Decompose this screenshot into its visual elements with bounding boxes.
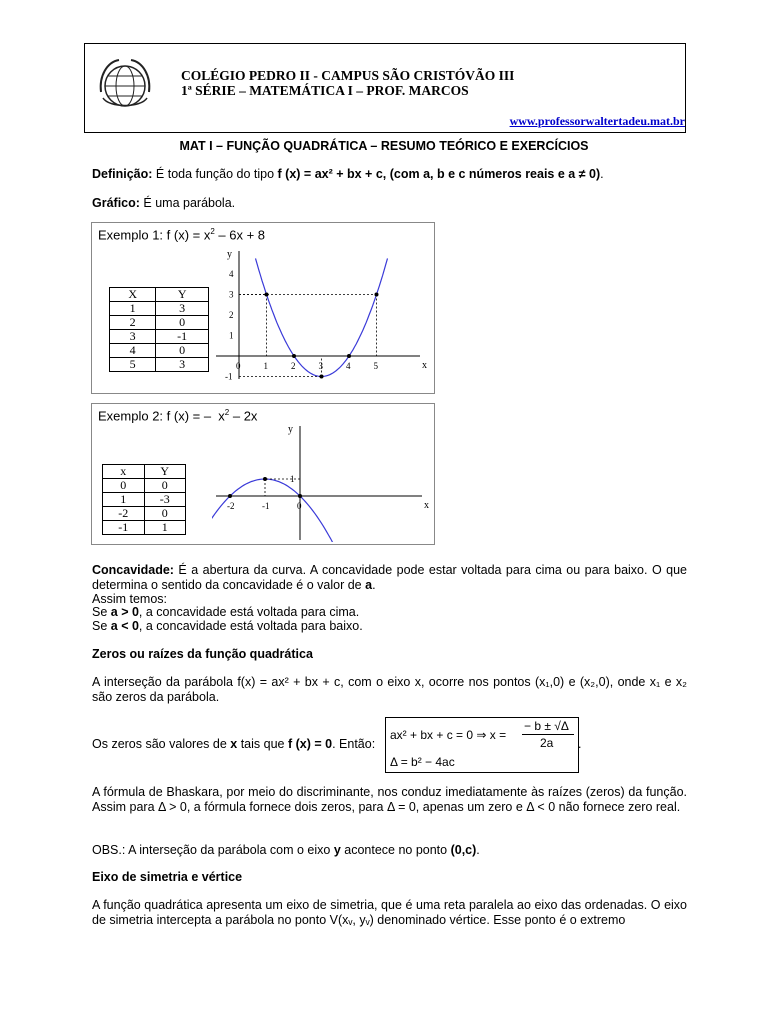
x-tick-label: 2: [291, 361, 296, 371]
x-tick-label: -1: [262, 501, 270, 511]
table-header: Y: [144, 465, 186, 479]
bhaskara-formula-box: [385, 717, 582, 773]
p2-f: f (x) = 0: [287, 737, 333, 751]
table-cell: 3: [156, 302, 209, 316]
y-tick-label: -1: [225, 371, 233, 382]
se2-cond: a < 0: [110, 619, 139, 633]
definicao-paragraph: [92, 167, 687, 182]
data-point: [347, 354, 351, 358]
se1-cond: a > 0: [110, 605, 139, 619]
y-tick-label: 4: [229, 269, 234, 279]
fraction-bar: [522, 734, 574, 735]
zeros-p3: A fórmula de Bhaskara, por meio do discriminante, nos conduz imediatamente às raízes (zeros) da função. Assim para Δ > 0, a fórmula fornece dois zeros, para Δ = 0, apenas um zero e Δ < 0 não fornece zero real.: [92, 785, 687, 814]
table-cell: -3: [144, 493, 186, 507]
table-cell: 4: [110, 344, 156, 358]
y-tick-label: 2: [229, 310, 234, 320]
exemplo1-figure: [91, 222, 435, 394]
website-link[interactable]: www.professorwaltertadeu.mat.br: [509, 114, 685, 128]
se2-pre: Se: [92, 619, 111, 633]
data-point: [375, 293, 379, 297]
data-point: [228, 494, 232, 498]
exemplo1-chart: [212, 245, 432, 391]
concavidade-end: .: [372, 577, 376, 592]
table-cell: 0: [144, 479, 186, 493]
grafico-text: É uma parábola.: [139, 196, 236, 210]
school-line1: COLÉGIO PEDRO II - CAMPUS SÃO CRISTÓVÃO III: [181, 68, 515, 83]
table-row: [110, 358, 209, 372]
se1-post: , a concavidade está voltada para cima.: [138, 605, 360, 619]
obs-y: y: [333, 843, 341, 857]
table-cell: 3: [156, 358, 209, 372]
zeros-p1: A interseção da parábola f(x) = ax² + bx + c, com o eixo x, ocorre nos pontos (x₁,0) e (x₂,0), onde x₁ e x₂ são zeros da parábola.: [92, 675, 687, 704]
table-cell: -1: [103, 521, 145, 535]
x-tick-label: 5: [373, 361, 378, 371]
x-tick-label: 0: [236, 361, 241, 371]
table-cell: 5: [110, 358, 156, 372]
school-logo-icon: [97, 56, 153, 112]
y-tick-label: 1: [229, 330, 234, 341]
grafico-paragraph: [92, 196, 687, 211]
exemplo2-title: Exemplo 2: f (x) = – $x^2 - 2x$: [98, 408, 258, 424]
table-cell: -1: [156, 330, 209, 344]
school-name: [181, 68, 514, 98]
se-a-menor: [92, 619, 687, 634]
obs-paragraph: [92, 843, 687, 858]
concavidade-paragraph: [92, 563, 687, 592]
concavidade-text: É a abertura da curva. A concavidade pode estar voltada para cima ou para baixo. O que determina o sentido da concavidade é o valor de: [92, 563, 687, 592]
table-header: X: [110, 288, 156, 302]
data-point: [263, 477, 267, 481]
definicao-formula: f (x) = ax² + bx + c, (com a, b e c números reais e a ≠ 0): [277, 167, 601, 181]
formula-denominator: 2a: [540, 736, 554, 750]
table-header: x: [103, 465, 145, 479]
table-cell: 0: [156, 316, 209, 330]
data-point: [292, 354, 296, 358]
exemplo1-table: [109, 287, 209, 372]
se-a-maior: [92, 605, 687, 620]
obs-end: .: [476, 843, 480, 857]
data-point: [320, 375, 324, 379]
y-axis-label: y: [288, 424, 293, 435]
x-tick-label: 0: [297, 501, 302, 511]
p2-end: . Então:: [332, 737, 376, 751]
table-cell: 1: [103, 493, 145, 507]
zeros-p2: [92, 737, 382, 752]
table-row: [110, 344, 209, 358]
table-cell: 1: [110, 302, 156, 316]
zeros-heading: Zeros ou raízes da função quadrática: [92, 647, 313, 661]
obs-pre: OBS.: A interseção da parábola com o eixo: [92, 843, 334, 857]
definicao-label: Definição:: [92, 167, 153, 181]
formula-numerator: − b ± √Δ: [524, 719, 569, 733]
se2-post: , a concavidade está voltada para baixo.: [138, 619, 363, 633]
table-cell: 0: [103, 479, 145, 493]
formula-line2: Δ = b² − 4ac: [390, 755, 455, 769]
obs-mid: acontece no ponto: [340, 843, 451, 857]
table-row: [103, 479, 186, 493]
data-point: [298, 494, 302, 498]
table-cell: 1: [144, 521, 186, 535]
p2-x: x: [230, 737, 238, 751]
x-tick-label: 3: [318, 361, 323, 371]
page-title: MAT I – FUNÇÃO QUADRÁTICA – RESUMO TEÓRICO E EXERCÍCIOS: [179, 139, 589, 153]
y-tick-label: 3: [229, 289, 234, 300]
x-tick-label: -2: [227, 501, 235, 511]
table-cell: 0: [156, 344, 209, 358]
exemplo2-table: [102, 464, 186, 535]
se1-pre: Se: [92, 605, 111, 619]
table-cell: 2: [110, 316, 156, 330]
table-row: [110, 316, 209, 330]
table-row: [103, 493, 186, 507]
exemplo2-figure: [91, 403, 435, 545]
eixo-heading: Eixo de simetria e vértice: [92, 870, 243, 884]
table-cell: 0: [144, 507, 186, 521]
x-axis-label: x: [422, 360, 427, 371]
exemplo1-title: Exemplo 1: f $(x) = x^2 - 6x + 8$: [98, 227, 266, 243]
x-axis-label: x: [424, 500, 429, 511]
eixo-p1: A função quadrática apresenta um eixo de simetria, que é uma reta paralela ao eixo das ordenadas. O eixo de simetria intercepta a parábola no ponto V(xᵥ, yᵥ) denominado vértice. Esse ponto é o extremo: [92, 898, 687, 927]
y-axis-label: y: [227, 249, 232, 260]
formula-line1: ax² + bx + c = 0 ⇒ x =: [390, 728, 507, 742]
p2-mid: tais que: [237, 737, 288, 751]
y-tick-label: 1: [290, 474, 295, 484]
grafico-label: Gráfico:: [92, 196, 140, 210]
table-row: [110, 302, 209, 316]
definicao-end: .: [600, 167, 604, 181]
definicao-text: É toda função do tipo: [152, 167, 278, 181]
formula-period: .: [578, 737, 582, 751]
table-header: Y: [156, 288, 209, 302]
p2-pre: Os zeros são valores de: [92, 737, 231, 751]
concavidade-a: a: [365, 577, 373, 592]
assim-temos: Assim temos:: [92, 592, 168, 606]
school-line2: 1ª SÉRIE – MATEMÁTICA I – PROF. MARCOS: [181, 83, 469, 98]
x-tick-label: 1: [263, 361, 268, 371]
obs-point: (0,c): [450, 843, 477, 857]
concavidade-label: Concavidade:: [92, 563, 174, 577]
table-cell: -2: [103, 507, 145, 521]
table-row: [103, 521, 186, 535]
table-cell: 3: [110, 330, 156, 344]
x-tick-label: 4: [346, 361, 351, 371]
table-row: [103, 507, 186, 521]
table-row: [110, 330, 209, 344]
exemplo2-chart: [212, 422, 432, 542]
header-box: [84, 43, 686, 133]
